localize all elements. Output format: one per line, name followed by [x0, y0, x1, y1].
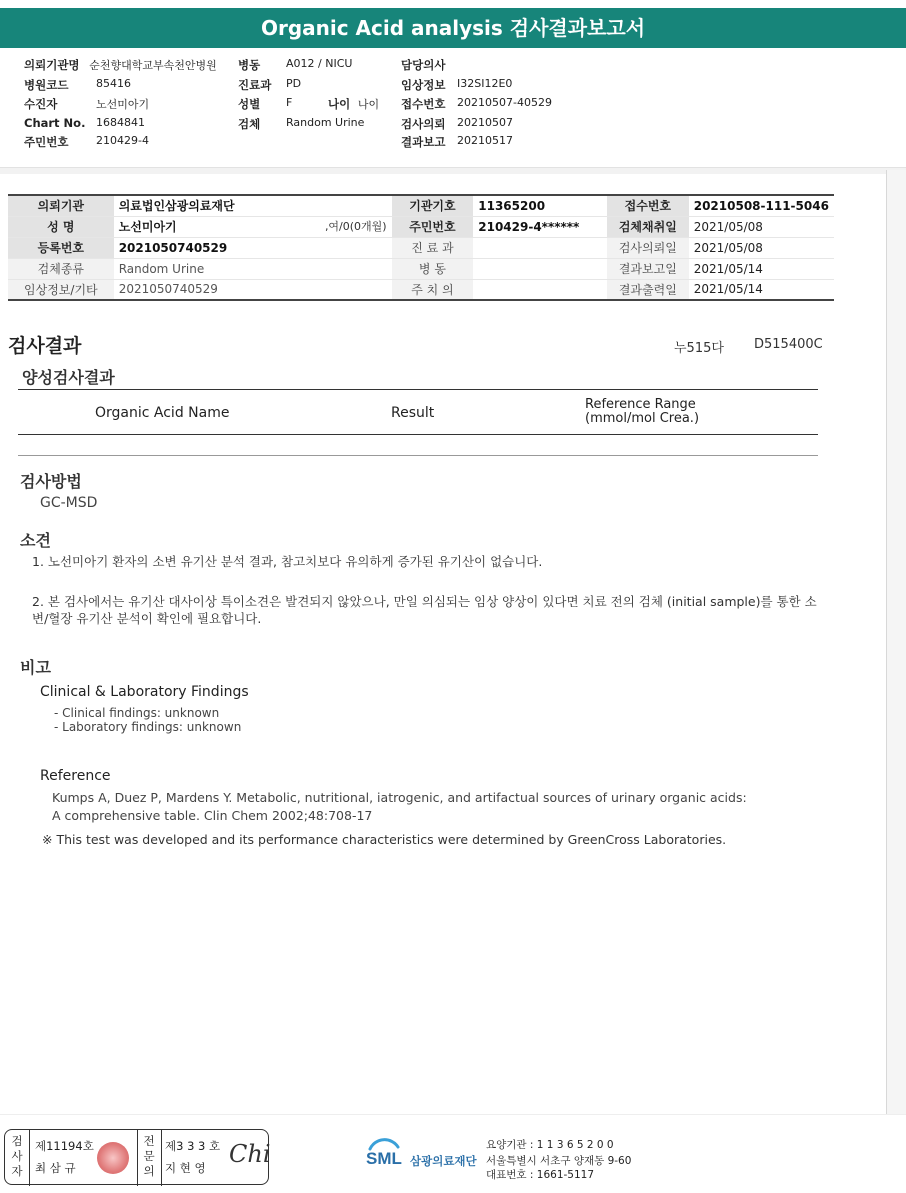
clinical-findings-title: Clinical & Laboratory Findings	[40, 684, 249, 700]
registration-value-cell	[114, 279, 392, 300]
cell-text: 성 명	[47, 220, 75, 234]
cell-text: 의료법인삼광의료재단	[118, 199, 235, 214]
registration-label-cell	[8, 216, 114, 237]
registration-table	[8, 194, 834, 301]
signature-divider	[161, 1130, 162, 1186]
pi-value: PD	[286, 77, 302, 90]
cell-text: 2021050740529	[118, 282, 218, 297]
cell-text: 2021050740529	[118, 240, 228, 255]
results-table-top-rule	[18, 389, 818, 390]
reference-citation-line-2: A comprehensive table. Clin Chem 2002;48:708-17	[52, 808, 373, 823]
registration-label-cell	[8, 237, 114, 258]
pi-row-resident-no	[24, 134, 149, 150]
report-body	[0, 174, 886, 1114]
pi-department	[238, 77, 302, 93]
pi-value: 20210517	[457, 134, 513, 147]
pi-label: 나이	[328, 97, 351, 111]
pi-value: 210429-4	[96, 134, 149, 147]
pi-age	[328, 96, 379, 112]
signature-divider	[137, 1130, 138, 1186]
registration-label-cell	[392, 258, 474, 279]
registration-label-cell	[607, 279, 689, 300]
column-header-result: Result	[391, 405, 435, 421]
cell-text: 등록번호	[37, 241, 85, 255]
laboratory-findings-line: - Laboratory findings: unknown	[54, 720, 242, 734]
pi-report-date	[401, 134, 513, 150]
report-footer	[0, 1114, 906, 1193]
clinical-findings-line: - Clinical findings: unknown	[54, 706, 220, 720]
column-header-name: Organic Acid Name	[95, 405, 230, 421]
cell-text: 결과보고일	[618, 262, 677, 276]
patient-info-panel	[0, 52, 906, 168]
examiner-name: 최 삼 규	[35, 1161, 76, 1175]
pi-row-institution	[24, 57, 217, 73]
pi-value: 나이	[357, 98, 380, 111]
registration-value-cell	[689, 279, 834, 300]
cell-text: 의뢰기관	[37, 199, 85, 214]
registration-row	[8, 279, 834, 300]
pi-label: 검체	[238, 117, 261, 131]
cell-text: 노선미아기	[118, 220, 177, 234]
cell-text: 검체종류	[37, 262, 85, 276]
results-table-bottom-rule	[18, 455, 818, 456]
positive-results-title: 양성검사결과	[22, 368, 115, 387]
registration-value-cell	[473, 237, 607, 258]
disclaimer-note: ※ This test was developed and its performance characteristics were determined by GreenCross Laboratories.	[42, 832, 727, 847]
pi-row-chart-no	[24, 116, 145, 130]
specialist-license: 제3 3 3 호	[165, 1139, 221, 1153]
pi-row-patient	[24, 96, 150, 112]
pi-value: 85416	[96, 77, 131, 90]
examiner-license: 제11194호	[35, 1139, 94, 1153]
pi-label: 병동	[238, 58, 261, 72]
opinion-item-1: 1. 노선미아기 환자의 소변 유기산 분석 결과, 참고치보다 유의하게 증가된 유기산이 없습니다.	[32, 554, 543, 569]
report-title: Organic Acid analysis 검사결과보고서	[0, 8, 906, 48]
company-phone: 대표번호 : 1661-5117	[486, 1169, 595, 1181]
method-title: 검사방법	[20, 472, 82, 491]
pi-label: 접수번호	[401, 97, 446, 111]
seal-stamp-icon	[97, 1142, 129, 1174]
pi-value: F	[286, 96, 293, 109]
company-address: 서울특별시 서초구 양재동 9-60	[486, 1155, 632, 1167]
registration-value-cell	[473, 216, 607, 237]
test-code-en: D515400C	[754, 337, 823, 352]
pi-value: 노선미아기	[96, 98, 150, 111]
opinion-item-2: 2. 본 검사에서는 유기산 대사이상 특이소견은 발견되지 않았으나, 만일 의심되는 임상 양상이 있다면 치료 전의 검체 (initial sample)를 통한 소변/혈장 유기산 분석이 확인에 필요합니다.	[32, 594, 817, 626]
reference-line-2: (mmol/mol Crea.)	[585, 411, 700, 426]
notes-title: 비고	[20, 658, 51, 677]
pi-value: 1684841	[96, 116, 145, 129]
pi-doctor	[401, 57, 445, 73]
pi-label: Chart No.	[24, 116, 86, 130]
cell-text: 병 동	[418, 262, 446, 276]
cell-text: 2021/05/08	[693, 240, 763, 255]
registration-value-cell	[689, 216, 834, 237]
pi-ward	[238, 57, 353, 73]
pi-specimen	[238, 116, 365, 132]
registration-value-cell	[689, 258, 834, 279]
cell-text: 접수번호	[624, 199, 672, 214]
pi-value: 20210507-40529	[457, 96, 552, 109]
reference-title: Reference	[40, 768, 111, 784]
registration-label-cell	[607, 195, 689, 216]
registration-label-cell	[392, 195, 474, 216]
cell-text: 210429-4******	[478, 219, 580, 234]
cell-text: 2021/05/08	[693, 219, 763, 234]
cell-text: Random Urine	[118, 261, 205, 276]
pi-label: 주민번호	[24, 135, 69, 149]
registration-value-cell	[473, 258, 607, 279]
reference-line-1: Reference Range	[585, 397, 696, 412]
pi-value: A012 / NICU	[286, 57, 353, 70]
cell-text: 11365200	[478, 198, 546, 213]
pi-label: 임상정보	[401, 78, 446, 92]
pi-label: 병원코드	[24, 78, 69, 92]
institution-code: 요양기관 : 1 1 3 6 5 2 0 0	[486, 1139, 614, 1151]
registration-label-cell	[8, 279, 114, 300]
opinion-title: 소견	[20, 531, 51, 550]
pi-accession	[401, 96, 552, 112]
pi-label: 수진자	[24, 97, 58, 111]
logo-text: SML	[366, 1149, 402, 1168]
company-name: 삼광의료재단	[410, 1154, 477, 1168]
method-text: GC-MSD	[40, 495, 98, 511]
registration-label-cell	[392, 216, 474, 237]
pi-row-hospital-code	[24, 77, 131, 93]
pi-value: Random Urine	[286, 116, 365, 129]
registration-row	[8, 216, 834, 237]
cell-text: 주 치 의	[411, 282, 454, 297]
registration-label-cell	[8, 258, 114, 279]
signature-divider	[29, 1130, 30, 1186]
pi-label: 의뢰기관명	[24, 58, 80, 72]
registration-label-cell	[392, 279, 474, 300]
registration-label-cell	[392, 237, 474, 258]
registration-value-cell	[689, 237, 834, 258]
registration-label-cell	[607, 237, 689, 258]
specialist-label: 전문의	[143, 1134, 155, 1178]
cell-text: 임상정보/기타	[24, 282, 98, 297]
cell-text: 진 료 과	[411, 241, 454, 255]
pi-label: 결과보고	[401, 135, 446, 149]
section-title-results: 검사결과	[8, 335, 82, 357]
cell-text: 20210508-111-5046	[693, 198, 829, 213]
specialist-name: 지 현 영	[165, 1161, 206, 1175]
cell-text: 검사의뢰일	[618, 241, 677, 255]
cell-text: 2021/05/14	[693, 282, 763, 297]
cell-text: 2021/05/14	[693, 261, 763, 276]
cell-text: 기관기호	[409, 199, 456, 214]
pi-value: 20210507	[457, 116, 513, 129]
registration-label-cell	[607, 216, 689, 237]
pi-clinical-info	[401, 77, 513, 93]
reference-citation-line-1: Kumps A, Duez P, Mardens Y. Metabolic, nutritional, iatrogenic, and artifactual sources of urinary organic acids:	[52, 790, 747, 805]
results-table-header-rule	[18, 434, 818, 435]
cell-text: 주민번호	[409, 220, 456, 234]
registration-value-cell	[114, 216, 392, 237]
pi-request-date	[401, 116, 513, 132]
registration-value-cell	[114, 258, 392, 279]
registration-row	[8, 195, 834, 216]
registration-value-cell	[689, 195, 834, 216]
pi-sex	[238, 96, 293, 112]
pi-label: 검사의뢰	[401, 117, 446, 131]
registration-row	[8, 258, 834, 279]
registration-value-cell	[473, 195, 607, 216]
sex-age-text: ,여/0(0개월)	[324, 220, 387, 233]
pi-value: I32SI12E0	[457, 77, 513, 90]
registration-value-cell	[473, 279, 607, 300]
examiner-label: 검사자	[11, 1134, 23, 1178]
registration-row	[8, 237, 834, 258]
cell-text: 검체채취일	[618, 220, 677, 234]
registration-value-cell	[114, 237, 392, 258]
registration-label-cell	[8, 195, 114, 216]
signature-box	[4, 1129, 269, 1185]
test-code-kr: 누515다	[674, 341, 724, 356]
registration-value-cell	[114, 195, 392, 216]
handwritten-signature-icon: Chi	[229, 1140, 271, 1168]
right-margin	[886, 170, 906, 1115]
pi-label: 담당의사	[401, 58, 446, 72]
pi-label: 진료과	[238, 78, 272, 92]
pi-label: 성별	[238, 97, 261, 111]
registration-label-cell	[607, 258, 689, 279]
pi-value: 순천향대학교부속천안병원	[89, 59, 217, 72]
column-header-reference	[585, 398, 699, 426]
cell-text: 결과출력일	[618, 282, 677, 297]
